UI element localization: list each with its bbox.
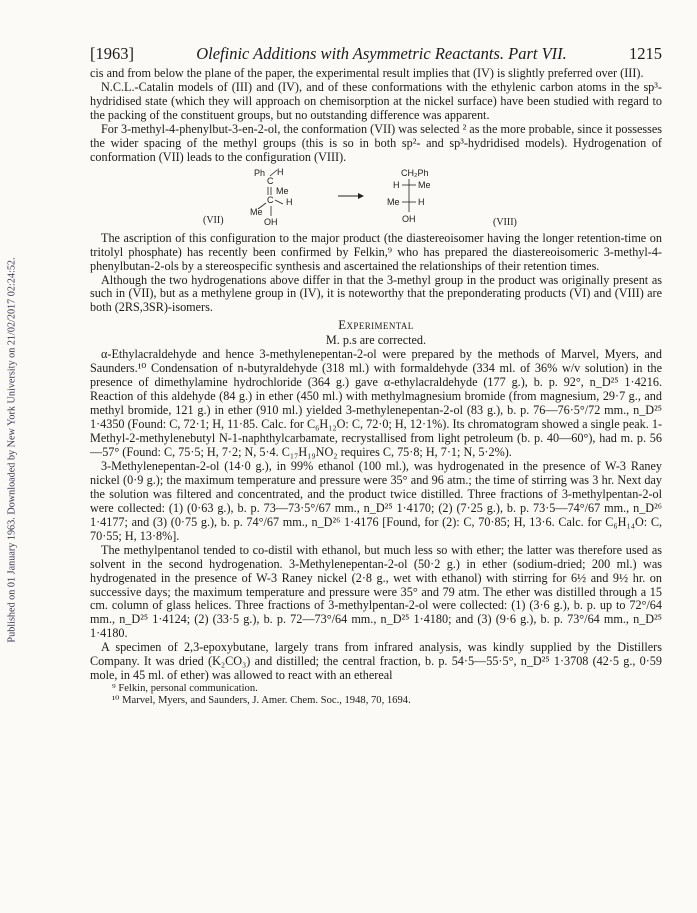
paragraph: A specimen of 2,3-epoxybutane, largely trans from infrared analysis, was kindly supplied by the Distillers Company. It was dried (K₂CO₃) and distilled; the central fraction, b. p. 54·5—55·5°, n_D²⁵ 1·3708 (42·5 g., 0·59 mole, in 45 ml. of ether) was allowed to react with an ethereal bbox=[90, 640, 662, 683]
label-c2: C bbox=[267, 194, 274, 205]
footnote: ⁹ Felkin, personal communication. bbox=[112, 683, 258, 695]
header-year: [1963] bbox=[90, 44, 134, 63]
label-oh-right: OH bbox=[402, 213, 416, 224]
section-heading: Experimental bbox=[338, 318, 414, 333]
label-ch2ph: CH₂Ph bbox=[401, 167, 429, 178]
mp-note: M. p.s are corrected. bbox=[325, 333, 427, 348]
header-title: Olefinic Additions with Asymmetric Reactants. bbox=[196, 44, 505, 63]
paragraph: The ascription of this configuration to the major product (the diastereoisomer having the longer retention-time on tritolyl phosphate) has recently been confirmed by Felkin,⁹ who has prepared the diastereoisomeric 3-methyl-4-phenylbutan-2-ols by a stereospecific synthesis and ascertained the relationships of their retention times. bbox=[90, 230, 662, 273]
paragraph: 3-Methylenepentan-2-ol (14·0 g.), in 99% ethanol (100 ml.), was hydrogenated in the presence of W-3 Raney nickel (0·9 g.); the maximum temperature and pressure were 35° and 96 atm.; the time of stirring was 3 hr. Next day the solution was filtered and concentrated, and the product twice distilled. Three fractions of 3-methylpentan-2-ol were collected: (1) (0·63 g.), b. p. 73—73·5°/67 mm., n_D²⁵ 1·4170; (2) (7·25 g.), b. p. 73·5—74°/67 mm., n_D²⁶ 1·4177; and (3) (0·75 g.), b. p. 74°/67 mm., n_D²⁶ 1·4176 [Found, for (2): C, 70·85; H, 13·6. Calc. for C₆H₁₄O: C, 70·55; H, 13·8%]. bbox=[90, 458, 662, 543]
download-notice: Published on 01 January 1963. Downloaded by New York University on 21/02/2017 02:24:52. bbox=[6, 257, 18, 643]
paper-page bbox=[90, 44, 662, 707]
label-me2: Me bbox=[387, 196, 400, 207]
paragraph: Although the two hydrogenations above differ in that the 3-methyl group in the product was originally present as such in (VII), but as a methylene group in (IV), it is noteworthy that the preponderating products (VI) and (VIII) are both (2RS,3SR)-isomers. bbox=[90, 272, 662, 315]
label-h1: H bbox=[393, 179, 400, 190]
paragraph: For 3-methyl-4-phenylbut-3-en-2-ol, the conformation (VII) was selected ² as the more probable, since it possesses the wider spacing of the methyl groups (this is so in both sp²- and sp³-hydridised models). Hydrogenation of conformation (VII) leads to the configuration (VIII). bbox=[90, 121, 662, 164]
structure-diagram bbox=[90, 167, 662, 229]
header-part: Part VII. bbox=[508, 44, 567, 63]
download-watermark bbox=[5, 150, 19, 750]
running-header bbox=[90, 44, 662, 64]
label-me-low: Me bbox=[250, 206, 263, 217]
paragraph: N.C.L.-Catalin models of (III) and (IV), and of these conformations with the ethylenic carbon atoms in the sp³-hydridised state (which they will approach on chemisorption at the nickel surface) have been studied with regard to the packing of the constituent groups, but no outstanding difference was apparent. bbox=[90, 79, 662, 122]
footnote: ¹⁰ Marvel, Myers, and Saunders, J. Amer. Chem. Soc., 1948, 70, 1694. bbox=[112, 695, 411, 707]
label-ph: Ph bbox=[254, 167, 266, 178]
paragraph: α-Ethylacraldehyde and hence 3-methylenepentan-2-ol were prepared by the methods of Marvel, Myers, and Saunders.¹⁰ Condensation of n-butyraldehyde (318 ml.) with formaldehyde (334 ml. of 36% w/v solution) in the presence of dimethylamine hydrochloride (364 g.) gave α-ethylacraldehyde (177 g.), b. p. 92°, n_D²⁵ 1·4216. Reaction of this aldehyde (84 g.) in ether (450 ml.) with methylmagnesium bromide (from magnesium, 29·7 g., and methyl bromide, 121 g.) in ether (910 ml.) yielded 3-methylenepentan-2-ol (83 g.), b. p. 76—76·5°/72 mm., n_D²⁵ 1·4350 (Found: C, 72·1; H, 11·85. Calc. for C₆H₁₂O: C, 72·0; H, 12·1%). Its chromatogram showed a single peak. 1-Methyl-2-methylenebutyl N-1-naphthylcarbamate, recrystallised from light petroleum (b. p. 40—60°), had m. p. 56—57° (Found: C, 75·5; H, 7·2; N, 5·4. C₁₇H₁₉NO₂ requires C, 75·8; H, 7·1; N, 5·2%). bbox=[90, 347, 662, 459]
label-vii: (VII) bbox=[203, 214, 224, 226]
paragraph: cis and from below the plane of the paper, the experimental result implies that (IV) is slightly preferred over (III). bbox=[90, 66, 644, 80]
label-oh: OH bbox=[264, 216, 278, 227]
label-me-mid: Me bbox=[276, 185, 289, 196]
label-h-top: H bbox=[277, 166, 284, 177]
label-h2: H bbox=[418, 196, 425, 207]
page-number: 1215 bbox=[629, 44, 662, 63]
label-c1: C bbox=[267, 175, 274, 186]
paragraph: The methylpentanol tended to co-distil with ethanol, but much less so with ether; the latter was therefore used as solvent in the second hydrogenation. 3-Methylenepentan-2-ol (50·2 g.) in ether (sodium-dried; 200 ml.) was hydrogenated in the presence of W-3 Raney nickel (2·8 g., wet with ethanol) with stirring for 6½ and 9½ hr. on successive days; the maximum temperature and pressure were 35° and 79 atm. The ether was distilled through a 15 cm. column of glass helices. Three fractions of 3-methylpentan-2-ol were collected: (1) (3·6 g.), b. p. up to 72°/64 mm., n_D²⁵ 1·4124; (2) (33·5 g.), b. p. 72—73°/64 mm., n_D²⁵ 1·4180; and (3) (9·6 g.), b. p. 73°/64 mm., n_D²⁵ 1·4180. bbox=[90, 542, 662, 641]
label-viii: (VIII) bbox=[493, 216, 517, 228]
label-h-mid: H bbox=[286, 196, 293, 207]
label-me1: Me bbox=[418, 179, 431, 190]
structure-figure bbox=[90, 167, 662, 229]
